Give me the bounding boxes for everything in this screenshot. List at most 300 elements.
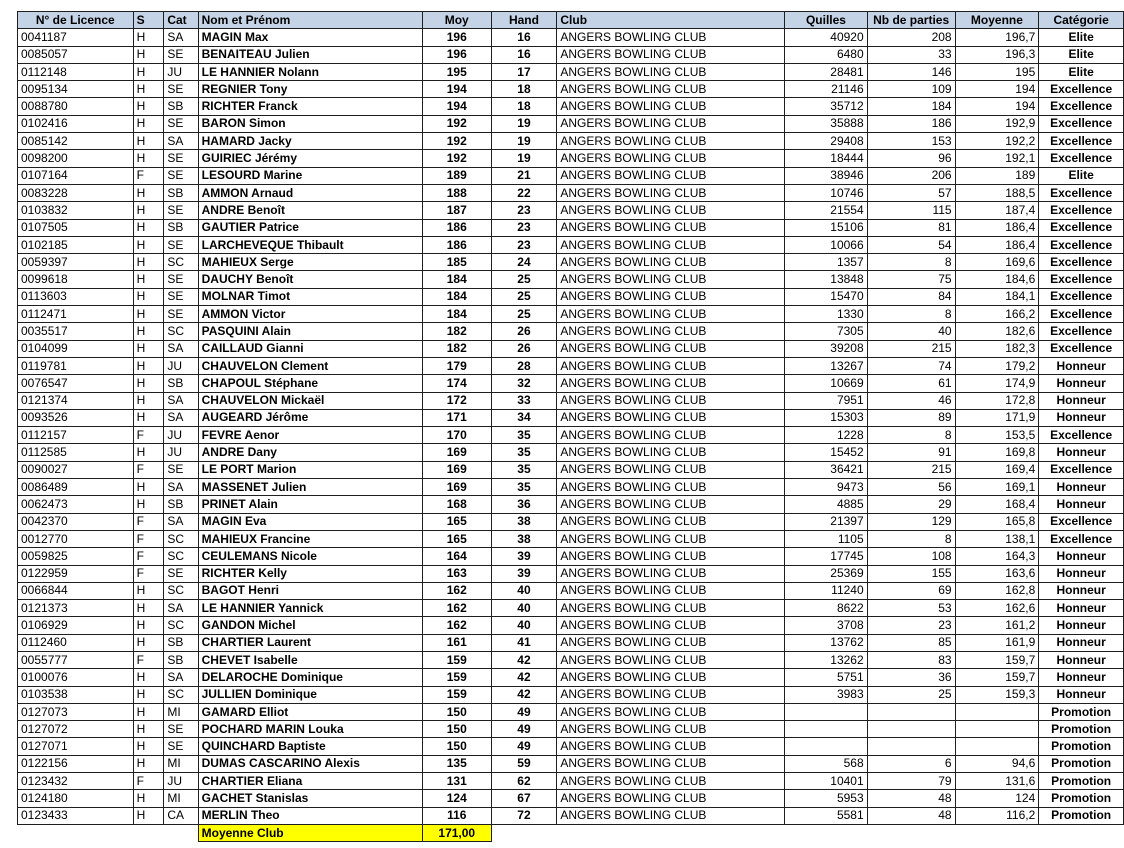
cat-cell[interactable]: SC bbox=[164, 548, 198, 565]
cat-cell[interactable]: JU bbox=[164, 773, 198, 790]
name-cell[interactable]: BAGOT Henri bbox=[198, 582, 422, 599]
hand-cell[interactable]: 42 bbox=[491, 651, 557, 668]
cat-cell[interactable]: SE bbox=[164, 167, 198, 184]
licence-cell[interactable]: 0112157 bbox=[18, 427, 134, 444]
moy-cell[interactable]: 192 bbox=[422, 133, 491, 150]
table-row[interactable] bbox=[18, 46, 1124, 63]
hand-cell[interactable]: 25 bbox=[491, 288, 557, 305]
moyenne-cell[interactable]: 168,4 bbox=[955, 496, 1039, 513]
parties-cell[interactable] bbox=[867, 721, 955, 738]
categorie-cell[interactable]: Honneur bbox=[1039, 651, 1124, 668]
table-row[interactable] bbox=[18, 513, 1124, 530]
club-cell[interactable]: ANGERS BOWLING CLUB bbox=[557, 461, 785, 478]
moyenne-cell[interactable]: 192,1 bbox=[955, 150, 1039, 167]
parties-cell[interactable]: 56 bbox=[867, 479, 955, 496]
club-cell[interactable]: ANGERS BOWLING CLUB bbox=[557, 755, 785, 772]
sexe-cell[interactable]: H bbox=[133, 133, 164, 150]
moy-cell[interactable]: 131 bbox=[422, 773, 491, 790]
hand-cell[interactable]: 62 bbox=[491, 773, 557, 790]
licence-cell[interactable]: 0127073 bbox=[18, 703, 134, 720]
club-cell[interactable]: ANGERS BOWLING CLUB bbox=[557, 513, 785, 530]
parties-cell[interactable]: 61 bbox=[867, 375, 955, 392]
name-cell[interactable]: HAMARD Jacky bbox=[198, 133, 422, 150]
sexe-cell[interactable]: H bbox=[133, 288, 164, 305]
name-cell[interactable]: DUMAS CASCARINO Alexis bbox=[198, 755, 422, 772]
categorie-cell[interactable]: Honneur bbox=[1039, 634, 1124, 651]
parties-cell[interactable]: 48 bbox=[867, 790, 955, 807]
table-row[interactable] bbox=[18, 323, 1124, 340]
parties-cell[interactable]: 83 bbox=[867, 651, 955, 668]
club-cell[interactable]: ANGERS BOWLING CLUB bbox=[557, 133, 785, 150]
categorie-cell[interactable]: Excellence bbox=[1039, 340, 1124, 357]
moy-cell[interactable]: 165 bbox=[422, 513, 491, 530]
moy-cell[interactable]: 186 bbox=[422, 219, 491, 236]
sexe-cell[interactable]: H bbox=[133, 150, 164, 167]
categorie-cell[interactable]: Honneur bbox=[1039, 392, 1124, 409]
table-row[interactable] bbox=[18, 461, 1124, 478]
moyenne-cell[interactable]: 164,3 bbox=[955, 548, 1039, 565]
club-average-label[interactable]: Moyenne Club bbox=[198, 824, 422, 841]
moy-cell[interactable]: 182 bbox=[422, 323, 491, 340]
hand-cell[interactable]: 38 bbox=[491, 530, 557, 547]
club-cell[interactable]: ANGERS BOWLING CLUB bbox=[557, 150, 785, 167]
quilles-cell[interactable]: 11240 bbox=[785, 582, 867, 599]
header-moyenne[interactable]: Moyenne bbox=[955, 12, 1039, 29]
sexe-cell[interactable]: H bbox=[133, 669, 164, 686]
moy-cell[interactable]: 184 bbox=[422, 306, 491, 323]
club-cell[interactable]: ANGERS BOWLING CLUB bbox=[557, 686, 785, 703]
club-cell[interactable]: ANGERS BOWLING CLUB bbox=[557, 634, 785, 651]
name-cell[interactable]: GAUTIER Patrice bbox=[198, 219, 422, 236]
name-cell[interactable]: LESOURD Marine bbox=[198, 167, 422, 184]
cat-cell[interactable]: SA bbox=[164, 29, 198, 46]
table-row[interactable] bbox=[18, 582, 1124, 599]
categorie-cell[interactable]: Excellence bbox=[1039, 461, 1124, 478]
licence-cell[interactable]: 0055777 bbox=[18, 651, 134, 668]
parties-cell[interactable]: 54 bbox=[867, 236, 955, 253]
quilles-cell[interactable]: 10401 bbox=[785, 773, 867, 790]
name-cell[interactable]: LE HANNIER Yannick bbox=[198, 600, 422, 617]
parties-cell[interactable]: 40 bbox=[867, 323, 955, 340]
table-row[interactable] bbox=[18, 340, 1124, 357]
hand-cell[interactable]: 39 bbox=[491, 565, 557, 582]
club-cell[interactable]: ANGERS BOWLING CLUB bbox=[557, 288, 785, 305]
cat-cell[interactable]: SA bbox=[164, 669, 198, 686]
sexe-cell[interactable]: F bbox=[133, 773, 164, 790]
club-average-value[interactable]: 171,00 bbox=[422, 824, 491, 841]
club-cell[interactable]: ANGERS BOWLING CLUB bbox=[557, 357, 785, 374]
hand-cell[interactable]: 40 bbox=[491, 600, 557, 617]
hand-cell[interactable]: 35 bbox=[491, 479, 557, 496]
quilles-cell[interactable]: 40920 bbox=[785, 29, 867, 46]
club-cell[interactable]: ANGERS BOWLING CLUB bbox=[557, 29, 785, 46]
name-cell[interactable]: DELAROCHE Dominique bbox=[198, 669, 422, 686]
moyenne-cell[interactable]: 194 bbox=[955, 81, 1039, 98]
hand-cell[interactable]: 42 bbox=[491, 686, 557, 703]
cat-cell[interactable]: JU bbox=[164, 63, 198, 80]
sexe-cell[interactable]: H bbox=[133, 29, 164, 46]
table-row[interactable] bbox=[18, 773, 1124, 790]
parties-cell[interactable]: 8 bbox=[867, 530, 955, 547]
name-cell[interactable]: LE PORT Marion bbox=[198, 461, 422, 478]
licence-cell[interactable]: 0112585 bbox=[18, 444, 134, 461]
licence-cell[interactable]: 0085142 bbox=[18, 133, 134, 150]
moy-cell[interactable]: 184 bbox=[422, 288, 491, 305]
moy-cell[interactable]: 169 bbox=[422, 479, 491, 496]
parties-cell[interactable]: 29 bbox=[867, 496, 955, 513]
licence-cell[interactable]: 0103832 bbox=[18, 202, 134, 219]
categorie-cell[interactable]: Excellence bbox=[1039, 288, 1124, 305]
sexe-cell[interactable]: H bbox=[133, 600, 164, 617]
quilles-cell[interactable]: 17745 bbox=[785, 548, 867, 565]
parties-cell[interactable]: 8 bbox=[867, 427, 955, 444]
categorie-cell[interactable]: Honneur bbox=[1039, 600, 1124, 617]
club-cell[interactable]: ANGERS BOWLING CLUB bbox=[557, 98, 785, 115]
licence-cell[interactable]: 0124180 bbox=[18, 790, 134, 807]
name-cell[interactable]: GACHET Stanislas bbox=[198, 790, 422, 807]
moyenne-cell[interactable]: 165,8 bbox=[955, 513, 1039, 530]
club-cell[interactable]: ANGERS BOWLING CLUB bbox=[557, 236, 785, 253]
quilles-cell[interactable] bbox=[785, 721, 867, 738]
club-cell[interactable]: ANGERS BOWLING CLUB bbox=[557, 773, 785, 790]
club-cell[interactable]: ANGERS BOWLING CLUB bbox=[557, 565, 785, 582]
parties-cell[interactable]: 6 bbox=[867, 755, 955, 772]
name-cell[interactable]: PRINET Alain bbox=[198, 496, 422, 513]
licence-cell[interactable]: 0099618 bbox=[18, 271, 134, 288]
club-cell[interactable]: ANGERS BOWLING CLUB bbox=[557, 409, 785, 426]
hand-cell[interactable]: 24 bbox=[491, 254, 557, 271]
parties-cell[interactable]: 75 bbox=[867, 271, 955, 288]
name-cell[interactable]: CEULEMANS Nicole bbox=[198, 548, 422, 565]
club-cell[interactable]: ANGERS BOWLING CLUB bbox=[557, 807, 785, 824]
parties-cell[interactable]: 36 bbox=[867, 669, 955, 686]
name-cell[interactable]: JULLIEN Dominique bbox=[198, 686, 422, 703]
hand-cell[interactable]: 23 bbox=[491, 202, 557, 219]
moyenne-cell[interactable]: 138,1 bbox=[955, 530, 1039, 547]
club-cell[interactable]: ANGERS BOWLING CLUB bbox=[557, 167, 785, 184]
parties-cell[interactable] bbox=[867, 703, 955, 720]
table-row[interactable] bbox=[18, 236, 1124, 253]
cat-cell[interactable]: SC bbox=[164, 617, 198, 634]
licence-cell[interactable]: 0059397 bbox=[18, 254, 134, 271]
header-cat[interactable]: Cat bbox=[164, 12, 198, 29]
club-cell[interactable]: ANGERS BOWLING CLUB bbox=[557, 790, 785, 807]
table-row[interactable] bbox=[18, 81, 1124, 98]
moy-cell[interactable]: 164 bbox=[422, 548, 491, 565]
cat-cell[interactable]: SE bbox=[164, 721, 198, 738]
header-licence[interactable]: N° de Licence bbox=[18, 12, 134, 29]
quilles-cell[interactable]: 10066 bbox=[785, 236, 867, 253]
table-row[interactable] bbox=[18, 306, 1124, 323]
parties-cell[interactable]: 57 bbox=[867, 184, 955, 201]
name-cell[interactable]: CHAUVELON Mickaël bbox=[198, 392, 422, 409]
parties-cell[interactable]: 115 bbox=[867, 202, 955, 219]
moyenne-cell[interactable]: 131,6 bbox=[955, 773, 1039, 790]
moy-cell[interactable]: 169 bbox=[422, 444, 491, 461]
name-cell[interactable]: CHAPOUL Stéphane bbox=[198, 375, 422, 392]
hand-cell[interactable]: 36 bbox=[491, 496, 557, 513]
table-row[interactable] bbox=[18, 790, 1124, 807]
moy-cell[interactable]: 159 bbox=[422, 686, 491, 703]
table-row[interactable] bbox=[18, 530, 1124, 547]
quilles-cell[interactable]: 1330 bbox=[785, 306, 867, 323]
moyenne-cell[interactable]: 182,3 bbox=[955, 340, 1039, 357]
moyenne-cell[interactable]: 188,5 bbox=[955, 184, 1039, 201]
hand-cell[interactable]: 33 bbox=[491, 392, 557, 409]
hand-cell[interactable]: 19 bbox=[491, 115, 557, 132]
moy-cell[interactable]: 192 bbox=[422, 150, 491, 167]
licence-cell[interactable]: 0012770 bbox=[18, 530, 134, 547]
name-cell[interactable]: AMMON Arnaud bbox=[198, 184, 422, 201]
quilles-cell[interactable]: 7951 bbox=[785, 392, 867, 409]
club-cell[interactable]: ANGERS BOWLING CLUB bbox=[557, 115, 785, 132]
cat-cell[interactable]: SE bbox=[164, 738, 198, 755]
licence-cell[interactable]: 0106929 bbox=[18, 617, 134, 634]
parties-cell[interactable]: 84 bbox=[867, 288, 955, 305]
sexe-cell[interactable]: H bbox=[133, 375, 164, 392]
moyenne-cell[interactable]: 124 bbox=[955, 790, 1039, 807]
hand-cell[interactable]: 23 bbox=[491, 219, 557, 236]
hand-cell[interactable]: 59 bbox=[491, 755, 557, 772]
moyenne-cell[interactable]: 94,6 bbox=[955, 755, 1039, 772]
club-cell[interactable]: ANGERS BOWLING CLUB bbox=[557, 63, 785, 80]
sexe-cell[interactable]: H bbox=[133, 357, 164, 374]
name-cell[interactable]: CHARTIER Eliana bbox=[198, 773, 422, 790]
licence-cell[interactable]: 0086489 bbox=[18, 479, 134, 496]
cat-cell[interactable]: SE bbox=[164, 288, 198, 305]
moy-cell[interactable]: 150 bbox=[422, 721, 491, 738]
categorie-cell[interactable]: Honneur bbox=[1039, 375, 1124, 392]
cat-cell[interactable]: SB bbox=[164, 651, 198, 668]
parties-cell[interactable]: 8 bbox=[867, 254, 955, 271]
club-cell[interactable]: ANGERS BOWLING CLUB bbox=[557, 530, 785, 547]
header-club[interactable]: Club bbox=[557, 12, 785, 29]
hand-cell[interactable]: 17 bbox=[491, 63, 557, 80]
moyenne-cell[interactable]: 159,7 bbox=[955, 669, 1039, 686]
sexe-cell[interactable]: H bbox=[133, 444, 164, 461]
sexe-cell[interactable]: H bbox=[133, 254, 164, 271]
quilles-cell[interactable]: 36421 bbox=[785, 461, 867, 478]
licence-cell[interactable]: 0042370 bbox=[18, 513, 134, 530]
parties-cell[interactable]: 8 bbox=[867, 306, 955, 323]
moyenne-cell[interactable]: 196,3 bbox=[955, 46, 1039, 63]
hand-cell[interactable]: 18 bbox=[491, 81, 557, 98]
header-nom[interactable]: Nom et Prénom bbox=[198, 12, 422, 29]
licence-cell[interactable]: 0090027 bbox=[18, 461, 134, 478]
cat-cell[interactable]: SE bbox=[164, 81, 198, 98]
licence-cell[interactable]: 0112460 bbox=[18, 634, 134, 651]
categorie-cell[interactable]: Elite bbox=[1039, 29, 1124, 46]
moy-cell[interactable]: 171 bbox=[422, 409, 491, 426]
parties-cell[interactable]: 79 bbox=[867, 773, 955, 790]
sexe-cell[interactable]: H bbox=[133, 184, 164, 201]
cat-cell[interactable]: SA bbox=[164, 133, 198, 150]
parties-cell[interactable]: 74 bbox=[867, 357, 955, 374]
table-row[interactable] bbox=[18, 375, 1124, 392]
quilles-cell[interactable]: 13848 bbox=[785, 271, 867, 288]
cat-cell[interactable]: SA bbox=[164, 600, 198, 617]
name-cell[interactable]: CHEVET Isabelle bbox=[198, 651, 422, 668]
quilles-cell[interactable]: 21554 bbox=[785, 202, 867, 219]
categorie-cell[interactable]: Honneur bbox=[1039, 409, 1124, 426]
sexe-cell[interactable]: F bbox=[133, 513, 164, 530]
parties-cell[interactable]: 48 bbox=[867, 807, 955, 824]
name-cell[interactable]: PASQUINI Alain bbox=[198, 323, 422, 340]
hand-cell[interactable]: 28 bbox=[491, 357, 557, 374]
cat-cell[interactable]: SE bbox=[164, 461, 198, 478]
cat-cell[interactable]: SE bbox=[164, 150, 198, 167]
cat-cell[interactable]: SB bbox=[164, 219, 198, 236]
club-cell[interactable]: ANGERS BOWLING CLUB bbox=[557, 738, 785, 755]
table-row[interactable] bbox=[18, 409, 1124, 426]
moyenne-cell[interactable]: 196,7 bbox=[955, 29, 1039, 46]
name-cell[interactable]: ANDRE Benoît bbox=[198, 202, 422, 219]
name-cell[interactable]: CHAUVELON Clement bbox=[198, 357, 422, 374]
cat-cell[interactable]: SE bbox=[164, 236, 198, 253]
table-row[interactable] bbox=[18, 686, 1124, 703]
moy-cell[interactable]: 194 bbox=[422, 81, 491, 98]
categorie-cell[interactable]: Honneur bbox=[1039, 582, 1124, 599]
table-row[interactable] bbox=[18, 202, 1124, 219]
name-cell[interactable]: MAGIN Max bbox=[198, 29, 422, 46]
licence-cell[interactable]: 0104099 bbox=[18, 340, 134, 357]
moyenne-cell[interactable]: 189 bbox=[955, 167, 1039, 184]
quilles-cell[interactable]: 9473 bbox=[785, 479, 867, 496]
quilles-cell[interactable]: 15470 bbox=[785, 288, 867, 305]
club-cell[interactable]: ANGERS BOWLING CLUB bbox=[557, 271, 785, 288]
licence-cell[interactable]: 0102185 bbox=[18, 236, 134, 253]
sexe-cell[interactable]: H bbox=[133, 202, 164, 219]
licence-cell[interactable]: 0093526 bbox=[18, 409, 134, 426]
table-row[interactable] bbox=[18, 651, 1124, 668]
sexe-cell[interactable]: H bbox=[133, 807, 164, 824]
moyenne-cell[interactable]: 184,6 bbox=[955, 271, 1039, 288]
quilles-cell[interactable]: 38946 bbox=[785, 167, 867, 184]
name-cell[interactable]: BENAITEAU Julien bbox=[198, 46, 422, 63]
licence-cell[interactable]: 0112471 bbox=[18, 306, 134, 323]
categorie-cell[interactable]: Excellence bbox=[1039, 254, 1124, 271]
parties-cell[interactable]: 85 bbox=[867, 634, 955, 651]
header-categorie[interactable]: Catégorie bbox=[1039, 12, 1124, 29]
licence-cell[interactable]: 0122959 bbox=[18, 565, 134, 582]
cat-cell[interactable]: SE bbox=[164, 306, 198, 323]
sexe-cell[interactable]: F bbox=[133, 651, 164, 668]
quilles-cell[interactable]: 13267 bbox=[785, 357, 867, 374]
cat-cell[interactable]: SE bbox=[164, 565, 198, 582]
hand-cell[interactable]: 19 bbox=[491, 133, 557, 150]
parties-cell[interactable]: 155 bbox=[867, 565, 955, 582]
club-cell[interactable]: ANGERS BOWLING CLUB bbox=[557, 479, 785, 496]
categorie-cell[interactable]: Excellence bbox=[1039, 98, 1124, 115]
moy-cell[interactable]: 124 bbox=[422, 790, 491, 807]
table-row[interactable] bbox=[18, 600, 1124, 617]
parties-cell[interactable]: 215 bbox=[867, 461, 955, 478]
moy-cell[interactable]: 189 bbox=[422, 167, 491, 184]
moy-cell[interactable]: 172 bbox=[422, 392, 491, 409]
sexe-cell[interactable]: H bbox=[133, 790, 164, 807]
sexe-cell[interactable]: H bbox=[133, 617, 164, 634]
table-row[interactable] bbox=[18, 721, 1124, 738]
parties-cell[interactable]: 33 bbox=[867, 46, 955, 63]
parties-cell[interactable]: 91 bbox=[867, 444, 955, 461]
cat-cell[interactable]: SE bbox=[164, 202, 198, 219]
table-row[interactable] bbox=[18, 738, 1124, 755]
cat-cell[interactable]: JU bbox=[164, 427, 198, 444]
moy-cell[interactable]: 162 bbox=[422, 617, 491, 634]
name-cell[interactable]: MERLIN Theo bbox=[198, 807, 422, 824]
moyenne-cell[interactable]: 184,1 bbox=[955, 288, 1039, 305]
table-row[interactable] bbox=[18, 634, 1124, 651]
club-cell[interactable]: ANGERS BOWLING CLUB bbox=[557, 254, 785, 271]
categorie-cell[interactable]: Excellence bbox=[1039, 427, 1124, 444]
moy-cell[interactable]: 168 bbox=[422, 496, 491, 513]
name-cell[interactable]: GUIRIEC Jérémy bbox=[198, 150, 422, 167]
table-row[interactable] bbox=[18, 219, 1124, 236]
table-row[interactable] bbox=[18, 115, 1124, 132]
name-cell[interactable]: LARCHEVEQUE Thibault bbox=[198, 236, 422, 253]
club-cell[interactable]: ANGERS BOWLING CLUB bbox=[557, 548, 785, 565]
cat-cell[interactable]: SB bbox=[164, 184, 198, 201]
table-row[interactable] bbox=[18, 254, 1124, 271]
categorie-cell[interactable]: Promotion bbox=[1039, 773, 1124, 790]
licence-cell[interactable]: 0127072 bbox=[18, 721, 134, 738]
hand-cell[interactable]: 49 bbox=[491, 738, 557, 755]
categorie-cell[interactable]: Excellence bbox=[1039, 271, 1124, 288]
table-row[interactable] bbox=[18, 807, 1124, 824]
sexe-cell[interactable]: H bbox=[133, 219, 164, 236]
sexe-cell[interactable]: H bbox=[133, 271, 164, 288]
categorie-cell[interactable]: Elite bbox=[1039, 167, 1124, 184]
cat-cell[interactable]: JU bbox=[164, 357, 198, 374]
moyenne-cell[interactable]: 162,6 bbox=[955, 600, 1039, 617]
moy-cell[interactable]: 150 bbox=[422, 738, 491, 755]
quilles-cell[interactable]: 13262 bbox=[785, 651, 867, 668]
licence-cell[interactable]: 0123432 bbox=[18, 773, 134, 790]
licence-cell[interactable]: 0103538 bbox=[18, 686, 134, 703]
club-cell[interactable]: ANGERS BOWLING CLUB bbox=[557, 184, 785, 201]
moyenne-cell[interactable] bbox=[955, 738, 1039, 755]
hand-cell[interactable]: 67 bbox=[491, 790, 557, 807]
moyenne-cell[interactable]: 153,5 bbox=[955, 427, 1039, 444]
hand-cell[interactable]: 23 bbox=[491, 236, 557, 253]
club-cell[interactable]: ANGERS BOWLING CLUB bbox=[557, 651, 785, 668]
table-row[interactable] bbox=[18, 271, 1124, 288]
moy-cell[interactable]: 165 bbox=[422, 530, 491, 547]
licence-cell[interactable]: 0107505 bbox=[18, 219, 134, 236]
sexe-cell[interactable]: H bbox=[133, 306, 164, 323]
name-cell[interactable]: GANDON Michel bbox=[198, 617, 422, 634]
categorie-cell[interactable]: Excellence bbox=[1039, 306, 1124, 323]
parties-cell[interactable]: 69 bbox=[867, 582, 955, 599]
moyenne-cell[interactable]: 194 bbox=[955, 98, 1039, 115]
moy-cell[interactable]: 162 bbox=[422, 600, 491, 617]
table-row[interactable] bbox=[18, 63, 1124, 80]
quilles-cell[interactable]: 35712 bbox=[785, 98, 867, 115]
quilles-cell[interactable]: 18444 bbox=[785, 150, 867, 167]
name-cell[interactable]: QUINCHARD Baptiste bbox=[198, 738, 422, 755]
parties-cell[interactable]: 23 bbox=[867, 617, 955, 634]
moyenne-cell[interactable]: 174,9 bbox=[955, 375, 1039, 392]
categorie-cell[interactable]: Elite bbox=[1039, 46, 1124, 63]
parties-cell[interactable]: 25 bbox=[867, 686, 955, 703]
hand-cell[interactable]: 25 bbox=[491, 306, 557, 323]
name-cell[interactable]: BARON Simon bbox=[198, 115, 422, 132]
moy-cell[interactable]: 195 bbox=[422, 63, 491, 80]
quilles-cell[interactable]: 3708 bbox=[785, 617, 867, 634]
cat-cell[interactable]: JU bbox=[164, 444, 198, 461]
quilles-cell[interactable]: 5581 bbox=[785, 807, 867, 824]
hand-cell[interactable]: 25 bbox=[491, 271, 557, 288]
